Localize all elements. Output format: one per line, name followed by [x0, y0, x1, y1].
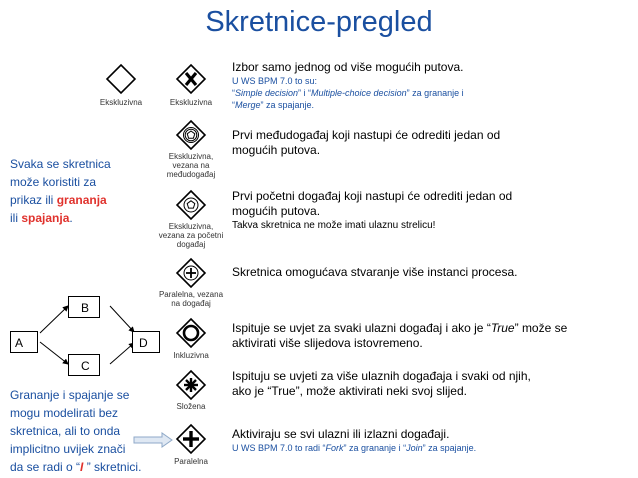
parallel-event-gateway-icon	[176, 258, 206, 288]
node-d: D	[132, 331, 160, 353]
gateway-label-exclusive-x: Ekskluzivna	[169, 98, 213, 107]
gateway-label-event-start: Ekskluzivna, vezana za početni događaj	[158, 222, 224, 249]
description-parallel: Aktiviraju se svi ulazni ili izlazni događaji. U WS BPM 7.0 to radi “Fork” za grananje i “Join” za spajanje.	[232, 427, 477, 453]
complex-gateway-icon	[176, 370, 206, 400]
gateway-label-event-intermediate: Ekskluzivna, vezana na međudogađaj	[166, 152, 216, 179]
description-exclusive: Izbor samo jednog od više mogućih putova. U WS BPM 7.0 to su: “Simple decision” i “Multiple-choice decision” za grananje i “Merge” za spajanje.	[232, 60, 464, 110]
description-event-intermediate: Prvi međudogađaj koji nastupi će odrediti jedan od mogućih putova.	[232, 128, 501, 157]
node-b: B	[68, 296, 100, 318]
gateway-label-parallel: Paralelna	[174, 457, 208, 466]
pointer-arrow-icon	[134, 432, 174, 448]
node-a: A	[10, 331, 38, 353]
node-c: C	[68, 354, 100, 376]
inclusive-gateway-icon	[176, 318, 206, 348]
left-explanation-top: Svaka se skretnica može koristiti za prikaz ili grananja ili spajanja.	[10, 157, 111, 225]
description-parallel-event: Skretnica omogućava stvaranje više instanci procesa.	[232, 265, 518, 279]
event-based-start-gateway-icon	[176, 190, 206, 220]
parallel-gateway-icon	[176, 424, 206, 454]
gateway-label-inclusive: Inkluzivna	[173, 351, 209, 360]
description-inclusive: Ispituje se uvjet za svaki ulazni događaj i ako je “True” može se aktivirati više slijedova istovremeno.	[232, 321, 568, 350]
gateway-label-parallel-event: Paralelna, vezana na događaj	[158, 290, 224, 308]
event-based-gateway-icon	[176, 120, 206, 150]
gateway-label-exclusive: Ekskluzivna	[99, 98, 143, 107]
gateway-label-complex: Složena	[176, 402, 206, 411]
left-explanation-bottom: Grananje i spajanje se mogu modelirati bez skretnica, ali to onda implicitno uvijek znači da se radi o “I ” skretnici.	[10, 388, 142, 474]
description-complex: Ispituju se uvjeti za više ulaznih događaja i svaki od njih, ako je “True”, može aktivirati neki svoj slijed.	[232, 369, 531, 398]
description-event-start: Prvi početni događaj koji nastupi će odrediti jedan od mogućih putova. Takva skretnica ne može imati ulaznu strelicu!	[232, 189, 513, 231]
exclusive-gateway-x-icon	[176, 64, 206, 94]
page-title: Skretnice-pregled	[205, 6, 433, 38]
exclusive-gateway-plain-icon	[106, 64, 136, 94]
